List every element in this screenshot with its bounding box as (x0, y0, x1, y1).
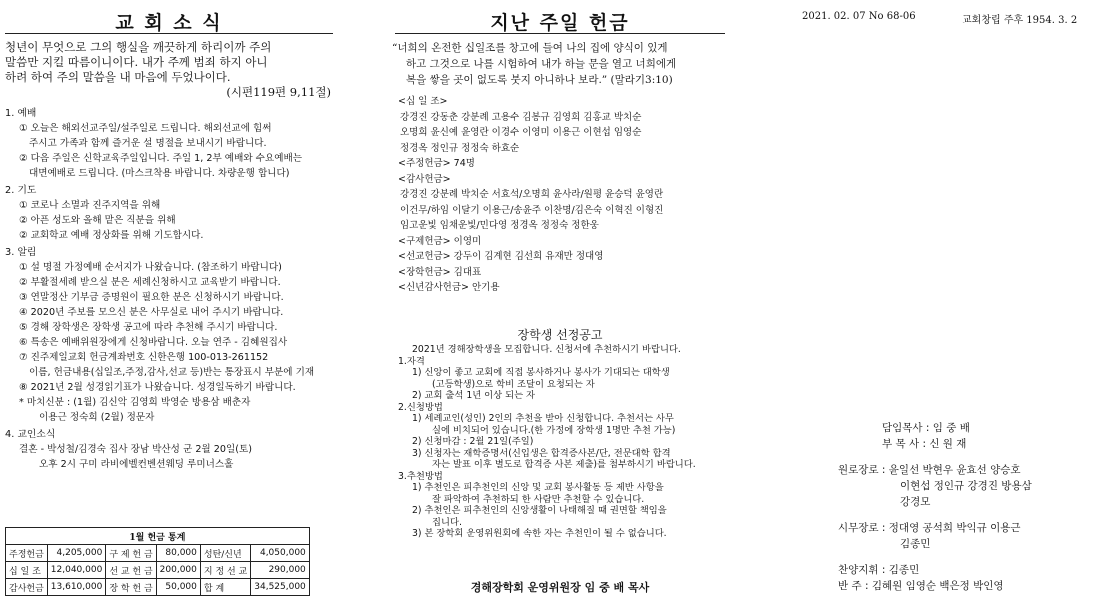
notice-line: 3.추천방법 (398, 470, 443, 482)
malachi-verse-line: 복을 쌓을 곳이 없도록 붓지 아니하나 보라.” (말라기3:10) (406, 74, 673, 86)
offering-category: <십 일 조> (398, 96, 448, 107)
staff-role: 시무장로 : 정대영 공석희 박익규 이용근 (838, 522, 1021, 534)
staff-names: 이현섭 정인규 강경진 방용삼 (900, 480, 1032, 492)
stat-row (6, 545, 310, 562)
offering-category: <감사헌금> (398, 173, 451, 185)
notice-line: 집니다. (432, 516, 462, 528)
verse-line: 하려 하여 주의 말씀을 내 마음에 두었나이다. (5, 70, 231, 84)
section-line: 이용근 정숙희 (2월) 정문자 (39, 412, 155, 423)
notice-line: 1) 세례교인(성인) 2인의 추천을 받아 신청합니다. 추천서는 사무 (412, 413, 674, 424)
stat-value: 80,000 (156, 545, 200, 562)
malachi-verse-line: “너희의 온전한 십일조를 창고에 들여 나의 집에 양식이 있게 (392, 42, 668, 54)
verse-line: 말씀만 지킬 따름이니이다. 내가 주께 범죄 하지 아니 (5, 55, 268, 69)
middle-offering-list (398, 94, 728, 296)
offering-names: 이건무/하임 이달기 이용근/송윤주 이찬명/김은숙 이혁진 이형진 (400, 204, 664, 216)
notice-line: 1) 추천인은 피추천인의 신앙 및 교회 봉사활동 등 제반 사항을 (412, 482, 664, 493)
offering-category: <주정헌금> 74명 (398, 158, 475, 169)
stat-value: 34,525,000 (251, 579, 310, 596)
section-heading: 3. 알림 (5, 247, 37, 258)
stat-label: 장 학 헌 금 (106, 579, 156, 596)
notice-line: 2) 추천인은 피추천인의 신앙생활이 나태해질 때 권면할 책임을 (412, 505, 667, 516)
section-line: ⑤ 경해 장학생은 장학생 공고에 따라 추천해 주시기 바랍니다. (19, 322, 278, 333)
left-title: 교 회 소 식 (115, 12, 223, 34)
section-line: ② 교회학교 예배 정상화를 위해 기도합시다. (19, 230, 204, 241)
offering-names: 강경진 강동춘 강분례 고용수 김봉규 김영희 김홍교 박치순 (400, 111, 642, 123)
offering-category: <신년감사헌금> 안기용 (398, 282, 500, 293)
section-line: ① 코로나 소멸과 진주지역을 위해 (19, 200, 161, 211)
offering-category: <장학헌금> 김대표 (398, 266, 482, 278)
section-line: ② 아픈 성도와 올해 맡은 직분을 위해 (19, 215, 176, 226)
middle-verse (392, 40, 732, 88)
offering-category: <구제헌금> 이영미 (398, 235, 482, 247)
stat-label: 감사헌금 (6, 579, 48, 596)
section-heading: 2. 기도 (5, 185, 37, 196)
staff-names: 강경모 (900, 496, 931, 508)
section-line: 오후 2시 구미 라비에벨컨벤션웨딩 루미너스홀 (39, 459, 234, 470)
staff-names: 김종민 (900, 538, 931, 550)
notice-line: 잘 파악하여 추천하되 한 사람만 추천할 수 있습니다. (432, 493, 645, 505)
offering-names: 임고운빛 임채운빛/민다영 정경옥 정정숙 정한웅 (400, 220, 599, 231)
notice-line: 2.신청방법 (398, 401, 443, 413)
left-sections (5, 104, 335, 472)
offering-names: 정경옥 정인규 정정숙 하효순 (400, 142, 520, 154)
section-line: ⑦ 진주제일교회 헌금계좌번호 신한은행 100-013-261152 (19, 352, 269, 363)
notice-line: 3) 본 장학회 운영위원회에 속한 자는 추천인이 될 수 없습니다. (412, 528, 667, 539)
stat-label: 구 제 헌 금 (106, 545, 156, 562)
notice-body (398, 344, 728, 540)
section-line: ③ 연말정산 기부금 증명원이 필요한 분은 신청하시기 바랍니다. (19, 292, 284, 303)
stat-label: 합 계 (200, 579, 250, 596)
section-line: * 마치신분 : (1월) 김신악 김영희 박영순 방용삼 배춘자 (19, 397, 251, 408)
notice-line: 자는 발표 이후 별도로 합격증 사본 제출)를 첨부하시기 바랍니다. (432, 459, 696, 470)
stat-row (6, 562, 310, 579)
section-line: ① 오늘은 해외선교주일/설주일로 드립니다. 해외선교에 힘써 (19, 123, 272, 134)
offering-names: 오명희 윤신예 윤영란 이경수 이영미 이용근 이현섭 임영순 (400, 127, 642, 138)
section-line: ② 부활절세례 받으실 분은 세례신청하시고 교육받기 바랍니다. (19, 277, 281, 288)
stat-value: 200,000 (156, 562, 200, 579)
middle-title: 지난 주일 헌금 (490, 12, 630, 34)
notice-line: 3) 신청자는 재학증명서(신입생은 합격증사본/단, 전문대학 합격 (412, 447, 671, 459)
section-heading: 4. 교인소식 (5, 429, 56, 440)
staff-role: 부 목 사 : 신 원 재 (882, 438, 967, 450)
staff-role: 찬양지휘 : 김종민 (838, 564, 920, 576)
stat-row (6, 579, 310, 596)
section-line: ⑥ 특송은 예배위원장에게 신청바랍니다. 오늘 연주 - 김혜원집사 (19, 337, 288, 348)
section-line: 이름, 헌금내용(십일조,주정,감사,선교 등)반는 통장표시 부분에 기재 (29, 367, 315, 378)
notice-line: 2) 신청마감 : 2월 21일(주일) (412, 436, 534, 447)
section-line: ② 다음 주일은 신학교육주일입니다. 주일 1, 2부 예배와 수요예배는 (19, 153, 302, 164)
stat-value: 50,000 (156, 579, 200, 596)
left-title-rule (5, 33, 333, 34)
malachi-verse-line: 하고 그것으로 나를 시험하여 내가 하늘 문을 열고 너희에게 (406, 58, 677, 70)
stat-value: 4,050,000 (251, 545, 310, 562)
stat-label: 주정헌금 (6, 545, 48, 562)
stat-label: 선 교 헌 금 (106, 562, 156, 579)
verse-reference: (시편119편 9,11절) (226, 85, 331, 99)
stat-label: 지 정 선 교 (200, 562, 250, 579)
notice-line: 1) 신앙이 좋고 교회에 직접 봉사하거나 봉사가 기대되는 대학생 (412, 367, 670, 378)
section-line: 결혼 - 박성철/김경숙 집사 장남 박산성 군 2월 20일(토) (19, 444, 252, 455)
section-line: ⑧ 2021년 2월 성경읽기표가 나왔습니다. 성경일독하기 바랍니다. (19, 382, 296, 393)
section-heading: 1. 예배 (5, 108, 37, 119)
offering-category: <선교헌금> 강두이 김계현 김선희 유재만 정대영 (398, 251, 604, 262)
middle-title-rule (395, 33, 725, 34)
notice-line: 2) 교회 출석 1년 이상 되는 자 (412, 390, 535, 401)
offering-stats (5, 527, 310, 596)
stat-label: 성탄/신년 (200, 545, 250, 562)
staff-role: 반 주 : 김혜원 임영순 백은정 박인영 (838, 580, 1004, 592)
notice-line: 1.자격 (398, 355, 425, 367)
offering-stats-title: 1월 헌금 통계 (6, 528, 310, 545)
notice-line: 실에 비치되어 있습니다.(한 가정에 장학생 1명만 추천 가능) (432, 424, 676, 436)
offering-names: 강경진 강분례 박치순 서효석/오명희 윤사라/원평 윤승덕 윤영란 (400, 189, 664, 200)
verse-line: 청년이 무엇으로 그의 행실을 깨끗하게 하리이까 주의 (5, 40, 272, 54)
stat-value: 4,205,000 (47, 545, 106, 562)
notice-line: (고등학생)으로 학비 조달이 요청되는 자 (432, 378, 595, 390)
staff-role: 원로장로 : 윤일선 박현우 윤효선 양승호 (838, 464, 1021, 476)
staff-list (838, 420, 1088, 594)
stat-label: 십 일 조 (6, 562, 48, 579)
notice-line: 2021년 경해장학생을 모집합니다. 신청서에 추천하시기 바랍니다. (412, 344, 681, 355)
notice-title: 장학생 선정공고 (517, 328, 603, 342)
section-line: ④ 2020년 주보를 모으신 분은 사무실로 내어 주시기 바랍니다. (19, 307, 284, 318)
church-founded: 교회창립 주후 1954. 3. 2 (962, 15, 1078, 26)
section-line: 대면예배로 드립니다. (마스크착용 바랍니다. 차량운행 합니다) (29, 168, 290, 179)
stat-value: 13,610,000 (47, 579, 106, 596)
offering-stats-table (5, 527, 310, 596)
left-verse (5, 40, 335, 100)
notice-signature: 경해장학회 운영위원장 임 중 배 목사 (470, 581, 650, 594)
staff-role: 담임목사 : 임 중 배 (882, 422, 970, 434)
section-line: 주시고 가족과 함께 즐거운 설 명절을 보내시기 바랍니다. (29, 138, 267, 149)
stat-value: 12,040,000 (47, 562, 106, 579)
issue-date: 2021. 02. 07 No 68-06 (802, 11, 916, 22)
section-line: ① 설 명절 가정예배 순서지가 나왔습니다. (참조하기 바랍니다) (19, 262, 282, 273)
stat-value: 290,000 (251, 562, 310, 579)
